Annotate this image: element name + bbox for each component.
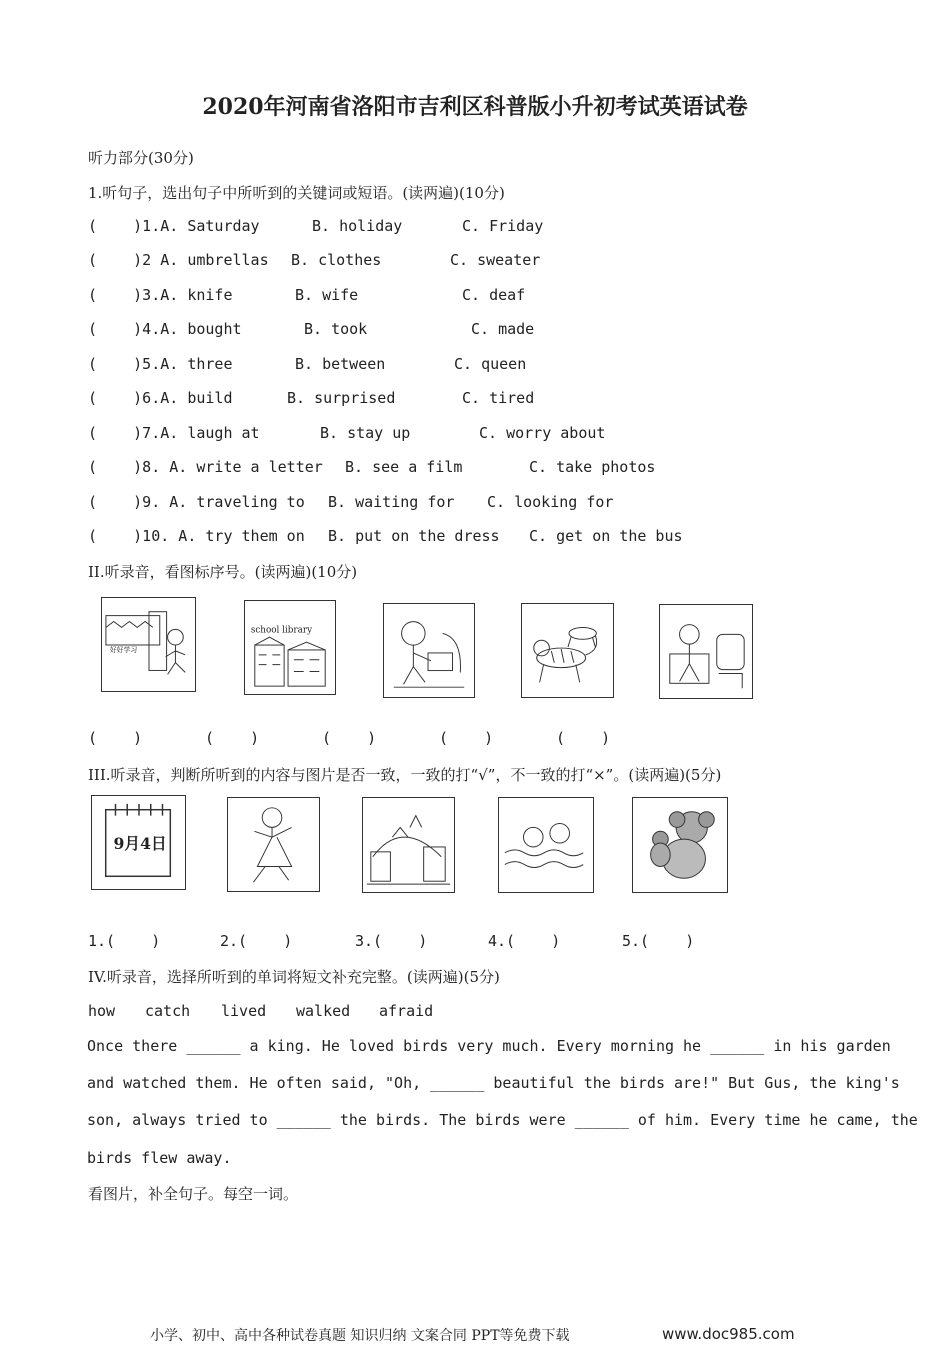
school-library-picture: [244, 600, 336, 695]
passage-line: Once there ______ a king. He loved birds very much. Every morning he ______ in his garden: [87, 1037, 891, 1055]
question-2-option-c: C. sweater: [450, 251, 541, 269]
picture-answer-blank-5[interactable]: ( ): [556, 729, 611, 747]
library-picture-text: school library: [250, 625, 313, 636]
school-gate-picture: [101, 597, 196, 692]
passage-line: son, always tried to ______ the birds. The birds were ______ of him. Every time he came, the: [87, 1111, 918, 1129]
judge-answer-blank-4[interactable]: 4.( ): [488, 932, 561, 950]
girl-dancing-picture: [227, 797, 320, 892]
question-9-option-c: C. looking for: [487, 493, 614, 511]
question-4-option-b: B. took: [304, 320, 368, 338]
judge-answer-blank-1[interactable]: 1.( ): [88, 932, 161, 950]
question-3-option-c: C. deaf: [462, 286, 526, 304]
question-1-option-c: C. Friday: [462, 217, 544, 235]
question-9-option-a: ( )9. A. traveling to: [88, 493, 305, 511]
question-2-option-b: B. clothes: [291, 251, 382, 269]
passage-line: and watched them. He often said, "Oh, ______ beautiful the birds are!" But Gus, the king's: [87, 1074, 900, 1092]
question-6-option-b: B. surprised: [287, 389, 396, 407]
tiger-picture: [521, 603, 614, 698]
footer-text: 小学、初中、高中各种试卷真题 知识归纳 文案合同 PPT等免费下载: [150, 1328, 570, 1344]
question-8-option-c: C. take photos: [529, 458, 656, 476]
question-8-option-a: ( )8. A. write a letter: [88, 458, 323, 476]
part5-heading: 看图片，补全句子。每空一词。: [88, 1185, 299, 1203]
question-3-option-a: ( )3.A. knife: [88, 286, 233, 304]
question-7-option-a: ( )7.A. laugh at: [88, 424, 260, 442]
question-5-option-a: ( )5.A. three: [88, 355, 233, 373]
judge-answer-blank-3[interactable]: 3.( ): [355, 932, 428, 950]
picture-answer-blank-2[interactable]: ( ): [205, 729, 260, 747]
page-title: 2020年河南省洛阳市吉利区科普版小升初考试英语试卷: [202, 94, 748, 120]
question-5-option-b: B. between: [295, 355, 386, 373]
word-bank-item: afraid: [379, 1002, 434, 1020]
part4-heading: IV.听录音，选择所听到的单词将短文补充完整。(读两遍)(5分): [88, 968, 500, 986]
footer-link[interactable]: www.doc985.com: [662, 1325, 795, 1343]
word-bank-item: how: [88, 1002, 116, 1020]
passage-line: birds flew away.: [87, 1149, 232, 1167]
question-10-option-c: C. get on the bus: [529, 527, 683, 545]
question-10-option-b: B. put on the dress: [328, 527, 500, 545]
question-5-option-c: C. queen: [454, 355, 527, 373]
question-6-option-a: ( )6.A. build: [88, 389, 233, 407]
calendar-picture: [91, 795, 186, 890]
children-swimming-picture: [498, 797, 594, 893]
question-7-option-c: C. worry about: [479, 424, 606, 442]
question-8-option-b: B. see a film: [345, 458, 463, 476]
city-bridge-picture: [362, 797, 455, 893]
question-10-option-a: ( )10. A. try them on: [88, 527, 305, 545]
word-bank-item: walked: [296, 1002, 351, 1020]
question-4-option-a: ( )4.A. bought: [88, 320, 242, 338]
picture-answer-blank-3[interactable]: ( ): [322, 729, 377, 747]
judge-answer-blank-2[interactable]: 2.( ): [220, 932, 293, 950]
picture-answer-blank-4[interactable]: ( ): [439, 729, 494, 747]
calendar-date-text: 9月4日: [113, 833, 167, 853]
koala-picture: [632, 797, 728, 893]
school-sign-text: 好好学习: [109, 645, 138, 654]
reading-boy-picture: [383, 603, 475, 698]
judge-answer-blank-5[interactable]: 5.( ): [622, 932, 695, 950]
question-4-option-c: C. made: [471, 320, 535, 338]
part2-heading: II.听录音，看图标序号。(读两遍)(10分): [88, 563, 358, 581]
question-6-option-c: C. tired: [462, 389, 535, 407]
picture-answer-blank-1[interactable]: ( ): [88, 729, 143, 747]
question-1-option-b: B. holiday: [312, 217, 403, 235]
question-9-option-b: B. waiting for: [328, 493, 455, 511]
part1-heading: 1.听句子，选出句子中所听到的关键词或短语。(读两遍)(10分): [88, 184, 505, 202]
watching-tv-picture: [659, 604, 753, 699]
question-3-option-b: B. wife: [295, 286, 359, 304]
word-bank-item: catch: [145, 1002, 191, 1020]
question-2-option-a: ( )2 A. umbrellas: [88, 251, 269, 269]
word-bank-item: lived: [221, 1002, 267, 1020]
question-1-option-a: ( )1.A. Saturday: [88, 217, 260, 235]
question-7-option-b: B. stay up: [320, 424, 411, 442]
part3-heading: III.听录音，判断所听到的内容与图片是否一致，一致的打“√”，不一致的打“×”。(读两遍)(5分): [88, 766, 722, 784]
listening-header: 听力部分(30分): [88, 149, 194, 167]
